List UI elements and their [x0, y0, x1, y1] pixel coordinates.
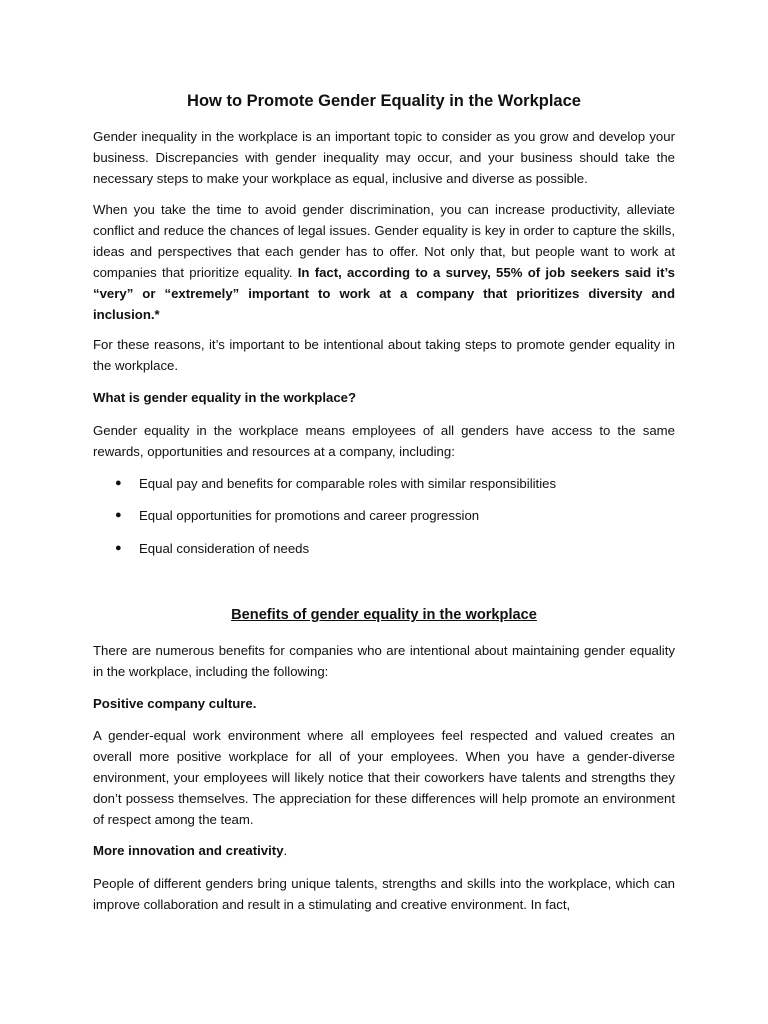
bullet-icon: ●	[115, 477, 122, 489]
culture-heading: Positive company culture.	[93, 696, 257, 711]
list-item-text: Equal opportunities for promotions and career progression	[139, 508, 480, 523]
document-title: How to Promote Gender Equality in the Workplace	[187, 92, 581, 110]
list-item	[93, 473, 675, 494]
bullet-icon: ●	[115, 509, 122, 521]
list-item	[93, 505, 675, 526]
innovation-heading-period: .	[283, 843, 288, 858]
list-item-text: Equal pay and benefits for comparable roles with similar responsibilities	[139, 476, 557, 491]
culture-paragraph: A gender-equal work environment where all employees feel respected and valued creates an overall more positive workplace for all of your employees. When you have a gender-diverse environment, your employees will likely notice that their coworkers have talents and strengths they don’t possess themselves. The appreciation for these differences will help promote an environment of respect among the team.	[93, 728, 675, 827]
question-heading: What is gender equality in the workplace?	[93, 390, 357, 405]
discrimination-text: When you take the time to avoid gender discrimination, you can increase productivity, alleviate conflict and reduce the chances of legal issues. Gender equality is key in order to capture the skills, ideas and perspectives that each gender has to offer. Not only that, but people want to work at companies that prioritize equality.	[93, 202, 675, 280]
survey-statement: In fact, according to a survey, 55% of job seekers said it’s “very” or “extremely” important to work at a company that prioritizes diversity and inclusion.*	[93, 265, 675, 322]
benefits-intro-paragraph: There are numerous benefits for companies who are intentional about maintaining gender equality in the workplace, including the following:	[93, 643, 675, 679]
benefits-title: Benefits of gender equality in the workplace	[231, 607, 537, 623]
list-item	[93, 538, 675, 559]
innovation-heading-line	[93, 840, 675, 861]
definition-paragraph: Gender equality in the workplace means employees of all genders have access to the same rewards, opportunities and resources at a company, including:	[93, 423, 675, 459]
discrimination-paragraph	[93, 199, 675, 325]
reasons-paragraph: For these reasons, it’s important to be intentional about taking steps to promote gender equality in the workplace.	[93, 337, 675, 373]
innovation-heading: More innovation and creativity	[93, 843, 284, 858]
innovation-paragraph: People of different genders bring unique talents, strengths and skills into the workplace, which can improve collaboration and result in a stimulating and creative environment. In fact,	[93, 876, 675, 912]
intro-paragraph: Gender inequality in the workplace is an important topic to consider as you grow and develop your business. Discrepancies with gender inequality may occur, and your business should take the necessary steps to make your workplace as equal, inclusive and diverse as possible.	[93, 129, 675, 186]
bullet-icon: ●	[115, 542, 122, 554]
list-item-text: Equal consideration of needs	[139, 541, 310, 556]
